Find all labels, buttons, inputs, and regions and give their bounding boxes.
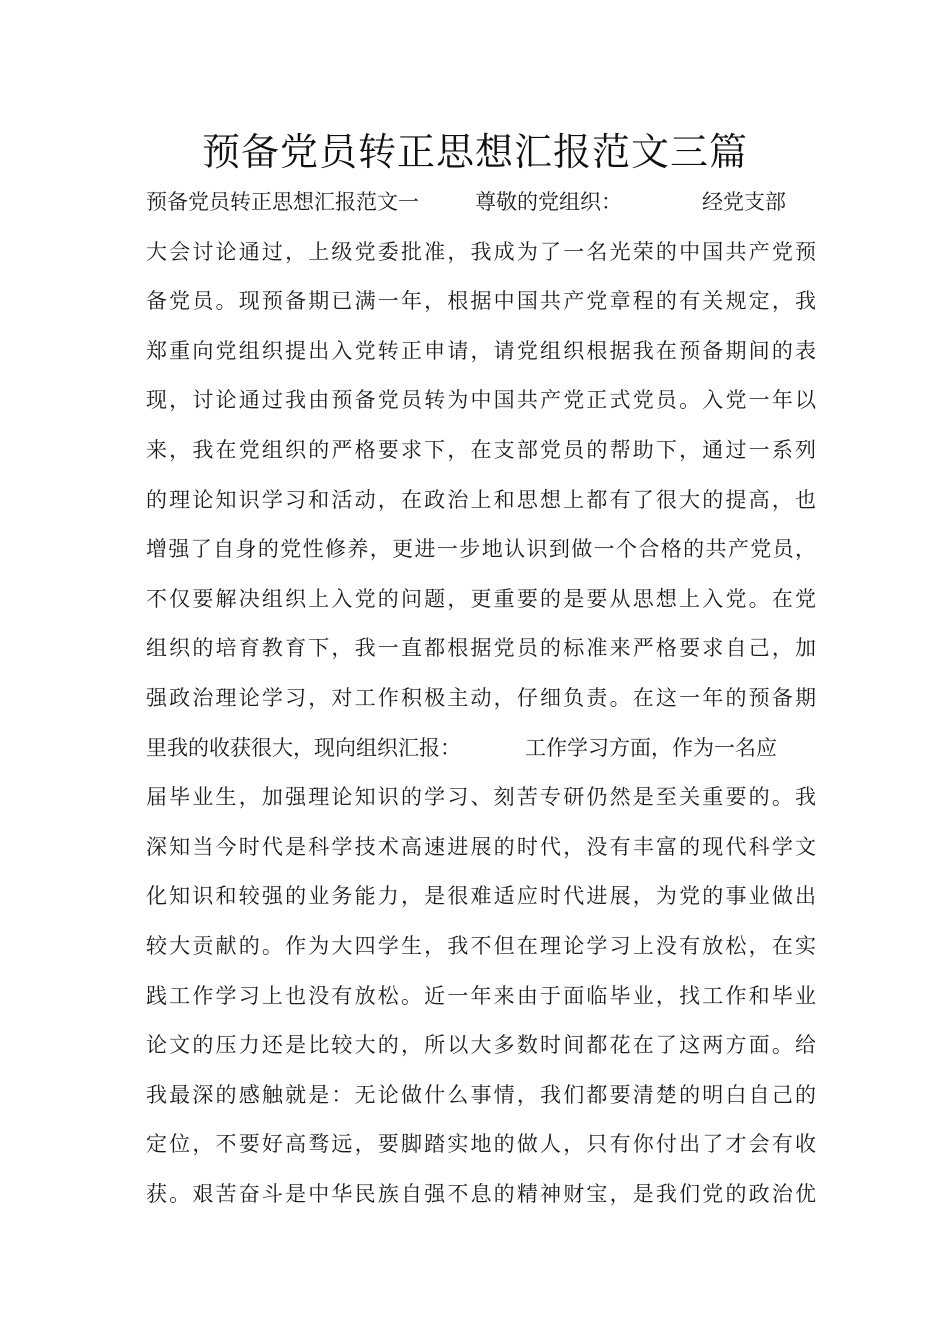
text-line: 我最深的感触就是：无论做什么事情，我们都要清楚的明白自己的 <box>146 1082 816 1107</box>
salutation: 尊敬的党组织： <box>475 190 622 214</box>
text-line: 较大贡献的。作为大四学生，我不但在理论学习上没有放松，在实 <box>146 933 816 958</box>
text-line: 的理论知识学习和活动，在政治上和思想上都有了很大的提高，也 <box>146 487 816 512</box>
text-line: 践工作学习上也没有放松。近一年来由于面临毕业，找工作和毕业 <box>146 983 816 1008</box>
text-line: 组织的培育教育下，我一直都根据党员的标准来严格要求自己，加 <box>146 636 816 661</box>
text-line-split <box>146 726 816 776</box>
text-line: 化知识和较强的业务能力，是很难适应时代进展，为党的事业做出 <box>146 884 816 909</box>
text-line: 现，讨论通过我由预备党员转为中国共产党正式党员。入党一年以 <box>146 388 816 413</box>
text-line: 郑重向党组织提出入党转正申请，请党组织根据我在预备期间的表 <box>146 338 816 363</box>
text-line: 强政治理论学习，对工作积极主动，仔细负责。在这一年的预备期 <box>146 685 816 710</box>
text-line-first <box>146 180 816 230</box>
text-line: 来，我在党组织的严格要求下，在支部党员的帮助下，通过一系列 <box>146 437 816 462</box>
text-line: 定位，不要好高骛远，要脚踏实地的做人，只有你付出了才会有收 <box>146 1132 816 1157</box>
split-line-right: 工作学习方面，作为一名应 <box>525 735 777 760</box>
text-line: 增强了自身的党性修养，更进一步地认识到做一个合格的共产党员， <box>146 537 816 562</box>
text-line: 不仅要解决组织上入党的问题，更重要的是要从思想上入党。在党 <box>146 586 816 611</box>
text-line: 大会讨论通过，上级党委批准，我成为了一名光荣的中国共产党预 <box>146 239 816 264</box>
section-heading: 预备党员转正思想汇报范文一 <box>146 190 419 214</box>
text-line: 深知当今时代是科学技术高速进展的时代，没有丰富的现代科学文 <box>146 834 816 859</box>
text-line: 论文的压力还是比较大的，所以大多数时间都花在了这两方面。给 <box>146 1033 816 1058</box>
split-line-left: 里我的收获很大，现向组织汇报： <box>146 735 461 760</box>
text-line: 届毕业生，加强理论知识的学习、刻苦专研仍然是至关重要的。我 <box>146 785 816 810</box>
document-title: 预备党员转正思想汇报范文三篇 <box>201 130 748 174</box>
text-line: 备党员。现预备期已满一年，根据中国共产党章程的有关规定，我 <box>146 289 816 314</box>
opening-text: 经党支部 <box>702 190 786 214</box>
document-body <box>146 180 816 1221</box>
text-line: 获。艰苦奋斗是中华民族自强不息的精神财宝，是我们党的政治优 <box>146 1181 816 1206</box>
